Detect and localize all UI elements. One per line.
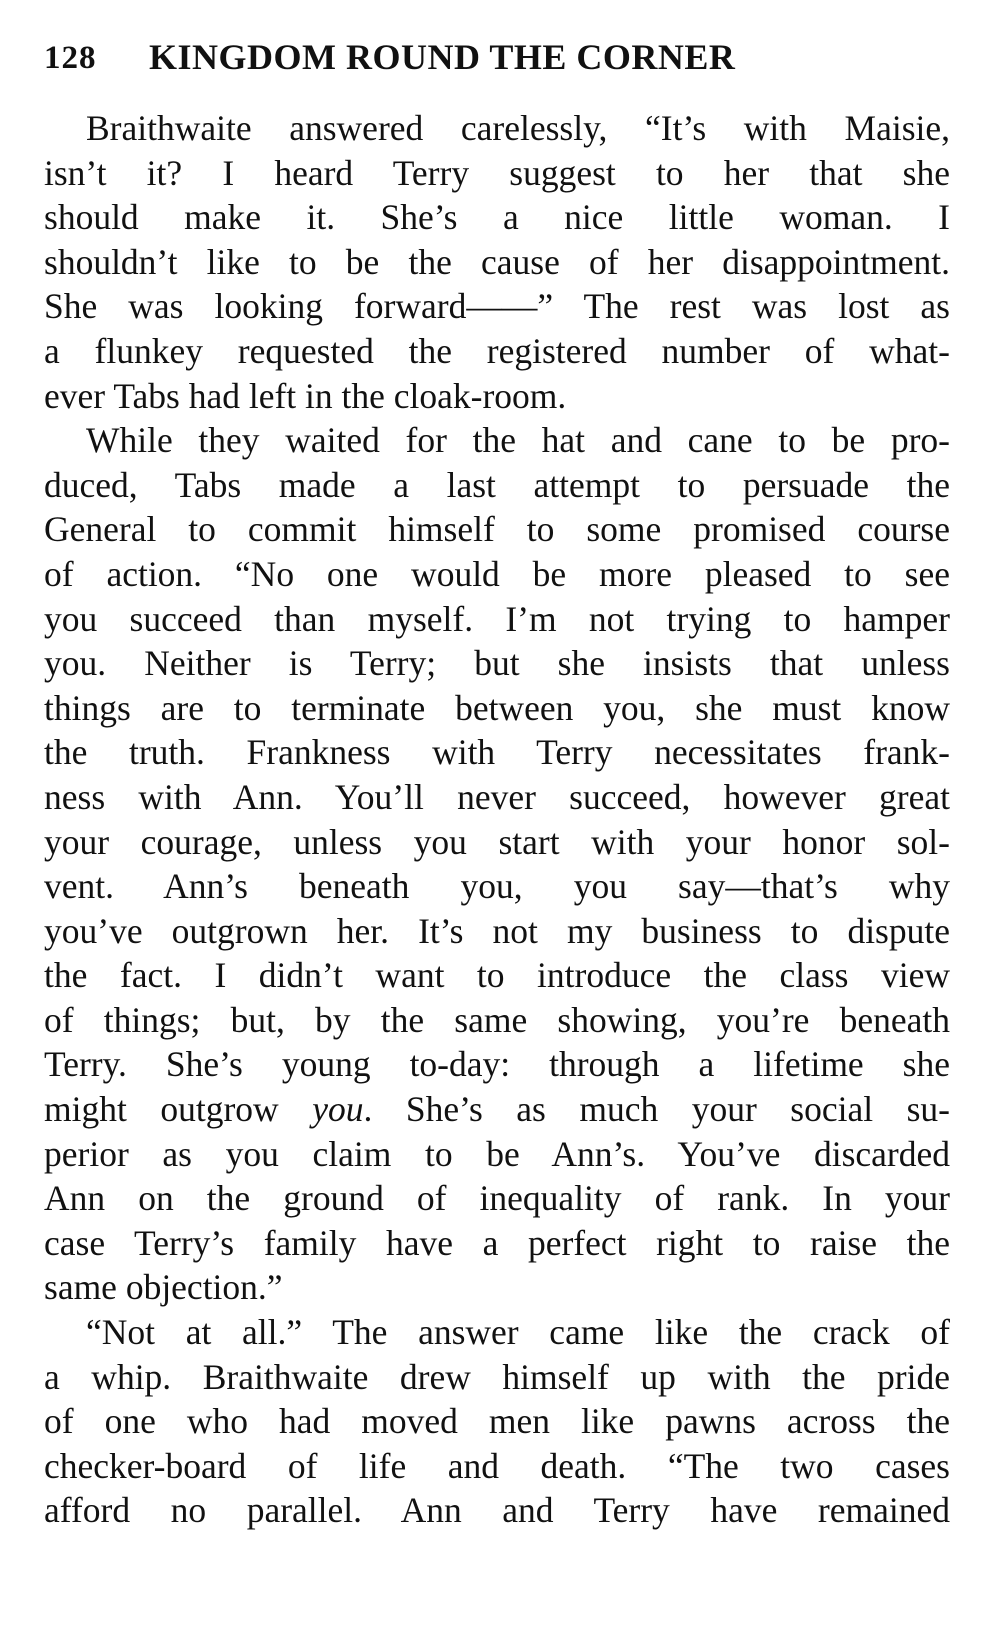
text-line: you succeed than myself. I’m not trying to hamper <box>44 598 950 639</box>
text-line: She was looking forward——” The rest was lost as <box>44 286 950 327</box>
text-line: you’ve outgrown her. It’s not my business to dispute <box>44 910 950 951</box>
text-line: the truth. Frankness with Terry necessitates frank- <box>44 732 950 773</box>
text-line: same objection.” <box>44 1267 283 1308</box>
text-line: ever Tabs had left in the cloak-room. <box>44 375 567 416</box>
text-line: might outgrow you. She’s as much your social su- <box>44 1089 950 1130</box>
text-line: a whip. Braithwaite drew himself up with the pride <box>44 1356 950 1397</box>
emphasis: you <box>312 1089 364 1130</box>
text-line: the fact. I didn’t want to introduce the class view <box>44 955 950 996</box>
page-number: 128 <box>44 40 97 76</box>
text-line: ness with Ann. You’ll never succeed, however great <box>44 776 950 817</box>
text-line: isn’t it? I heard Terry suggest to her that she <box>44 152 950 193</box>
text-line: of one who had moved men like pawns across the <box>44 1401 950 1442</box>
text-line: perior as you claim to be Ann’s. You’ve discarded <box>44 1133 950 1174</box>
text-line: duced, Tabs made a last attempt to persuade the <box>44 464 950 505</box>
running-title: KINGDOM ROUND THE CORNER <box>149 37 736 77</box>
body-text <box>44 106 950 1533</box>
text-line: Braithwaite answered carelessly, “It’s with Maisie, <box>86 108 950 148</box>
text-line: case Terry’s family have a perfect right to raise the <box>44 1222 950 1263</box>
text-line: your courage, unless you start with your honor sol- <box>44 821 950 862</box>
text-line: checker-board of life and death. “The two cases <box>44 1445 950 1486</box>
text-line: of action. “No one would be more pleased to see <box>44 553 950 594</box>
text-line: Ann on the ground of inequality of rank. In your <box>44 1178 950 1219</box>
text-line: of things; but, by the same showing, you’re beneath <box>44 999 950 1040</box>
text-line: Terry. She’s young to-day: through a lifetime she <box>44 1044 950 1085</box>
text-line: things are to terminate between you, she must know <box>44 687 950 728</box>
text-line: vent. Ann’s beneath you, you say—that’s why <box>44 866 950 907</box>
text-line: shouldn’t like to be the cause of her disappointment. <box>44 241 950 282</box>
text-line: afford no parallel. Ann and Terry have remained <box>44 1490 950 1531</box>
text-line: should make it. She’s a nice little woman. I <box>44 197 950 238</box>
running-head <box>44 30 944 90</box>
text-line: While they waited for the hat and cane to be pro- <box>86 420 950 461</box>
text-line: a flunkey requested the registered number of what- <box>44 330 950 371</box>
text-line: “Not at all.” The answer came like the crack of <box>86 1312 950 1353</box>
text-line: General to commit himself to some promised course <box>44 509 950 550</box>
text-line: you. Neither is Terry; but she insists that unless <box>44 643 950 684</box>
